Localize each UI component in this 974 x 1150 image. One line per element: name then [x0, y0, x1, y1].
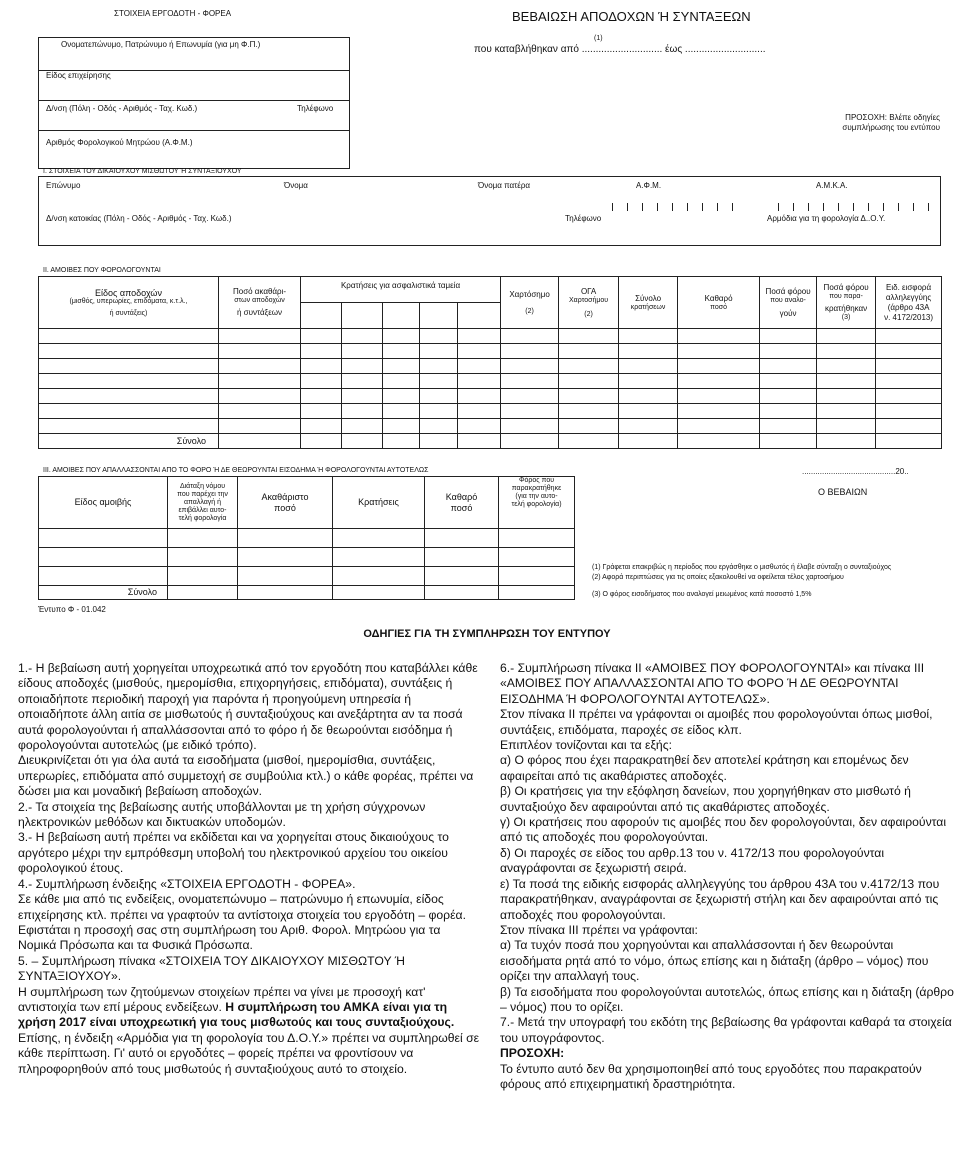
- footnote-2: (2) Αφορά περιπτώσεις για τις οποίες εξακολουθεί να οφείλεται τέλος χαρτοσήμου: [592, 574, 844, 581]
- col-gross-amount: Ποσό ακαθάρι- στων αποδοχών ή συντάξεων: [219, 277, 301, 329]
- amka-digit-tick: [793, 203, 794, 211]
- amka-digit-tick: [838, 203, 839, 211]
- afm-digit-tick: [732, 203, 733, 211]
- first-name-label: Όνομα: [284, 181, 308, 190]
- amka-digit-tick: [823, 203, 824, 211]
- afm-digit-tick: [717, 203, 718, 211]
- amka-label: Α.Μ.Κ.Α.: [816, 181, 848, 190]
- col-deductions: Κρατήσεις: [333, 477, 425, 529]
- instruction-5: 5. – Συμπλήρωση πίνακα «ΣΤΟΙΧΕΙΑ ΤΟΥ ΔΙΚΑΙΟΥΧΟΥ ΜΙΣΘΩΤΟΥ Ή ΣΥΝΤΑΞΙΟΥΧΟΥ».: [18, 953, 405, 984]
- form-code: Έντυπο Φ - 01.042: [38, 605, 106, 614]
- taxable-total-label: Σύνολο: [39, 434, 219, 449]
- instruction-7: 7.- Μετά την υπογραφή του εκδότη της βεβαίωσης θα γράφονται καθαρά τα στοιχεία του υπογράφοντος.: [500, 1015, 952, 1045]
- instructions-right-column: [500, 661, 958, 1092]
- instruction-6: 6.- Συμπλήρωση πίνακα ΙΙ «ΑΜΟΙΒΕΣ ΠΟΥ ΦΟΡΟΛΟΓΟΥΝΤΑΙ» και πίνακα ΙΙΙ «ΑΜΟΙΒΕΣ ΠΟΥ ΑΠΑΛΛΑΣΣΟΝΤΑΙ ΑΠΟ ΤΟ ΦΟΡΟ Ή ΔΕ ΘΕΩΡΟΥΝΤΑΙ ΕΙΣΟΔΗΜΑ Ή ΦΟΡΟΛΟΓΟΥΝΤΑΙ ΑΥΤΟΤΕΛΩΣ».: [500, 661, 925, 706]
- taxable-income-table: [38, 276, 942, 449]
- section2-title: ΙΙ. ΑΜΟΙΒΕΣ ΠΟΥ ΦΟΡΟΛΟΓΟΥΝΤΑΙ: [43, 267, 161, 274]
- afm-digit-tick: [687, 203, 688, 211]
- col-tax-due: Ποσά φόρου που αναλο- γούν: [760, 277, 817, 329]
- instructions-left-column: [18, 661, 482, 1077]
- instruction-6-table3: Στον πίνακα ΙΙΙ πρέπει να γράφονται:: [500, 922, 698, 937]
- employer-address-label: Δ/νση (Πόλη - Οδός - Αριθμός - Ταχ. Κωδ.): [46, 104, 198, 113]
- employer-box: [38, 37, 350, 169]
- afm-digit-tick: [672, 203, 673, 211]
- instruction-3: 3.- Η βεβαίωση αυτή πρέπει να εκδίδεται και να χορηγείται στους δικαιούχους το αργότερο μέχρι την εμπρόθεσμη υποβολή του ηλεκτρονικού αρχείου του οικείου φορολογικού έτους.: [18, 830, 449, 876]
- employer-business-label: Είδος επιχείρησης: [46, 71, 111, 80]
- instruction-6d: δ) Οι παροχές σε είδος του αρθρ.13 του ν. 4172/13 που φορολογούνται αναγράφονται σε ξεχωριστή σειρά.: [500, 845, 885, 876]
- employer-phone-label: Τηλέφωνο: [297, 104, 334, 113]
- signature-date-line[interactable]: ..........................................20..: [802, 467, 909, 476]
- footnote-1: (1) Γράφεται επακριβώς η περίοδος που εργάσθηκε ο μισθωτός ή έλαβε σύνταξη ο συνταξιούχος: [592, 564, 892, 571]
- instruction-4: 4.- Συμπλήρωση ένδειξης «ΣΤΟΙΧΕΙΑ ΕΡΓΟΔΟΤΗ - ΦΟΡΕΑ».: [18, 876, 356, 891]
- instruction-4b: Σε κάθε μια από τις ενδείξεις, ονοματεπώνυμο – πατρώνυμο ή επωνυμία, είδος επιχείρησης κτλ. πρέπει να γραφτούν τα αντίστοιχα στοιχεία του εργοδότη – φορέα. Εφιστάται η προσοχή σας στη συμπλήρωση του Αριθ. Φορολ. Μητρώου για τα Νομικά Πρόσωπα και τα Φυσικά Πρόσωπα.: [18, 892, 466, 953]
- instruction-6-table3-b: β) Τα εισοδήματα που φορολογούνται αυτοτελώς, όπως επίσης και η διάταξη (άρθρο – νόμος) που το ορίζει.: [500, 984, 954, 1014]
- afm-digit-tick: [702, 203, 703, 211]
- period-line[interactable]: που καταβλήθηκαν από ............................. έως .............................: [474, 44, 766, 55]
- instruction-1: 1.- Η βεβαίωση αυτή χορηγείται υποχρεωτικά από τον εργοδότη που καταβάλλει κάθε είδους αποδοχές (μισθούς, ημερομίσθια, επιχορηγήσεις, επιδόματα), συντάξεις ή οποιαδήποτε περιοδική παροχή για παρόντα ή προηγούμενη υπηρεσία ή οποιαδήποτε άλλη αιτία σε μισθωτούς ή συνταξιούχους και ανεξάρτητα αν τα ποσά αυτά φορολογούνται ή απαλλάσσονται από το φόρο ή δε θεωρούνται εισόδημα ή φορολογούνται αυτοτελώς (με ειδικό τρόπο).: [18, 661, 478, 753]
- amka-digit-tick: [778, 203, 779, 211]
- afm-digit-tick: [642, 203, 643, 211]
- instruction-5b: Η συμπλήρωση των ζητούμενων στοιχείων πρέπει να γίνει με προσοχή κατ' αντιστοιχία των επί μέρους ενδείξεων. Η συμπλήρωση του ΑΜΚΑ είναι για τη χρήση 2017 είναι υποχρεωτική για τους μισθωτούς και τους συνταξιούχους. Επίσης, η ένδειξη «Αρμόδια για τη φορολογία του Δ.Ο.Υ.» πρέπει να συμπληρωθεί σε κάθε περίπτωση. Γι' αυτό οι εργοδότες – φορείς πρέπει να φροντίσουν να πληροφορηθούν από τους μισθωτούς ή συνταξιούχους αυτό το στοιχείο.: [18, 984, 480, 1076]
- surname-label: Επώνυμο: [46, 181, 81, 190]
- amka-digit-tick: [898, 203, 899, 211]
- amka-digit-tick: [808, 203, 809, 211]
- residence-address-label: Δ/νση κατοικίας (Πόλη - Οδός - Αριθμός - Ταχ. Κωδ.): [46, 214, 232, 223]
- col-insurance-deductions: Κρατήσεις για ασφαλιστικά ταμεία: [301, 277, 501, 303]
- beneficiary-afm-label: Α.Φ.Μ.: [636, 181, 662, 190]
- col-stamp-duty: Χαρτόσημο (2): [501, 277, 559, 329]
- col-gross: Ακαθάριστο ποσό: [238, 477, 333, 529]
- col-tax-withheld: Ποσά φόρου που παρα- κρατήθηκαν (3): [817, 277, 876, 329]
- employer-afm-label: Αριθμός Φορολογικού Μητρώου (Α.Φ.Μ.): [46, 138, 193, 147]
- footnote-3: (3) Ο φόρος εισοδήματος που αναλογεί μειωμένος κατά ποσοστό 1,5%: [592, 591, 812, 598]
- employer-section-title: ΣΤΟΙΧΕΙΑ ΕΡΓΟΔΟΤΗ - ΦΟΡΕΑ: [114, 9, 232, 18]
- col-oga: ΟΓΑ Χαρτοσήμου (2): [559, 277, 619, 329]
- amka-digit-tick: [883, 203, 884, 211]
- instruction-6b: β) Οι κρατήσεις για την εξόφληση δανείων, που χορηγήθηκαν στο μισθωτό ή συνταξιούχο δεν αφαιρούνται από τις ακαθάριστες αποδοχές.: [500, 784, 911, 814]
- instruction-6-table3-a: α) Τα τυχόν ποσά που χορηγούνται και απαλλάσσονται ή δεν θεωρούνται εισοδήματα ρητά από το νόμο, όπως επίσης και η διάταξη (άρθρο – νόμος) που ορίζει την απαλλαγή τους.: [500, 938, 929, 984]
- amka-digit-tick: [928, 203, 929, 211]
- afm-digit-tick: [657, 203, 658, 211]
- instruction-6c: γ) Οι κρατήσεις που αφορούν τις αμοιβές που δεν φορολογούνται, δεν αφαιρούνται από τις αποδοχές που φορολογούνται.: [500, 815, 947, 845]
- form-title: ΒΕΒΑΙΩΣΗ ΑΠΟΔΟΧΩΝ Ή ΣΥΝΤΑΞΕΩΝ: [512, 9, 751, 24]
- instruction-6-table2: Στον πίνακα ΙΙ πρέπει να γράφονται οι αμοιβές που φορολογούνται όπως μισθοί, συντάξεις, επιδόματα, παροχές σε είδος κλπ.: [500, 707, 933, 737]
- attention-text: Το έντυπο αυτό δεν θα χρησιμοποιηθεί από τους εργοδότες που παρακρατούν φόρους από επιχειρηματική δραστηριότητα.: [500, 1061, 922, 1091]
- attention-note: ΠΡΟΣΟΧΗ: Βλέπε οδηγίες συμπλήρωσης του εντύπου: [842, 113, 940, 132]
- amka-digit-tick: [868, 203, 869, 211]
- amka-digit-tick: [913, 203, 914, 211]
- col-total-deductions: Σύνολο κρατήσεων: [619, 277, 678, 329]
- instruction-1b: Διευκρινίζεται ότι για όλα αυτά τα εισοδήματα (μισθοί, ημερομίσθια, συντάξεις, υπερωρίες, επιδόματα από συμμετοχή σε συμβούλια κτλ.) ο κάθε φορέας, πρέπει να δώσει μια και μοναδική βεβαίωση αποδοχών.: [18, 753, 474, 799]
- instructions-title: ΟΔΗΓΙΕΣ ΓΙΑ ΤΗ ΣΥΜΠΛΗΡΩΣΗ ΤΟΥ ΕΝΤΥΠΟΥ: [363, 628, 611, 640]
- beneficiary-phone-label: Τηλέφωνο: [565, 214, 602, 223]
- col-payment-kind: Είδος αμοιβής: [39, 477, 168, 529]
- father-name-label: Όνομα πατέρα: [478, 181, 531, 190]
- col-income-kind: Είδος αποδοχών (μισθός, υπερωρίες, επιδόματα, κ.τ.λ., ή συντάξεις): [39, 277, 219, 329]
- col-net: Καθαρό ποσό: [425, 477, 499, 529]
- attention-heading: ΠΡΟΣΟΧΗ:: [500, 1046, 565, 1061]
- instruction-6a: α) Ο φόρος που έχει παρακρατηθεί δεν αποτελεί κράτηση και επομένως δεν αφαιρείται από τις ακαθάριστες αποδοχές.: [500, 753, 909, 783]
- exempt-income-table: [38, 476, 575, 600]
- afm-digit-tick: [627, 203, 628, 211]
- employer-name-label: Ονοματεπώνυμο, Πατρώνυμο ή Επωνυμία (για μη Φ.Π.): [61, 40, 261, 49]
- col-law-provision: Διάταξη νόμου που παρέχει την απαλλαγή ή επιβάλλει αυτο- τελή φορολογία: [168, 477, 238, 529]
- afm-digit-tick: [612, 203, 613, 211]
- exempt-total-label: Σύνολο: [39, 586, 168, 600]
- certifier-label: Ο ΒΕΒΑΙΩΝ: [818, 487, 868, 497]
- instruction-6-emphasis: Επιπλέον τονίζονται και τα εξής:: [500, 738, 672, 753]
- footnote-ref-1: (1): [594, 35, 603, 42]
- col-net-amount: Καθαρό ποσό: [678, 277, 760, 329]
- col-solidarity-contribution: Ειδ. εισφορά αλληλεγγύης (άρθρο 43Α ν. 4172/2013): [876, 277, 942, 329]
- col-tax-withheld-separate: Φόρος που παρακρατήθηκε (για την αυτο- τελή φορολογία): [499, 477, 575, 529]
- tax-office-label: Αρμόδια για τη φορολογία Δ..Ο.Υ.: [767, 214, 886, 223]
- instruction-2: 2.- Τα στοιχεία της βεβαίωσης αυτής υποβάλλονται με τη χρήση σύγχρονων ηλεκτρονικών μεθόδων και δικτυακών υποδομών.: [18, 799, 426, 830]
- amka-mandatory-note: Η συμπλήρωση του ΑΜΚΑ είναι για τη χρήση 2017 είναι υποχρεωτική για τους μισθωτούς και τους συνταξιούχους.: [18, 999, 455, 1030]
- section1-title: Ι. ΣΤΟΙΧΕΙΑ ΤΟΥ ΔΙΚΑΙΟΥΧΟΥ ΜΙΣΘΩΤΟΥ Ή ΣΥΝΤΑΞΙΟΥΧΟΥ: [43, 168, 242, 175]
- section3-title: ΙΙΙ. ΑΜΟΙΒΕΣ ΠΟΥ ΑΠΑΛΛΑΣΣΟΝΤΑΙ ΑΠΟ ΤΟ ΦΟΡΟ Ή ΔΕ ΘΕΩΡΟΥΝΤΑΙ ΕΙΣΟΔΗΜΑ Ή ΦΟΡΟΛΟΓΟΥΝΤΑΙ ΑΥΤΟΤΕΛΩΣ: [43, 467, 429, 474]
- amka-digit-tick: [853, 203, 854, 211]
- instruction-6e: ε) Τα ποσά της ειδικής εισφοράς αλληλεγγύης του άρθρου 43Α του ν.4172/13 που παρακρατήθηκαν, αναγράφονται σε ξεχωριστή στήλη και δεν αφαιρούνται από τις αποδοχές που φορολογούνται.: [500, 876, 940, 922]
